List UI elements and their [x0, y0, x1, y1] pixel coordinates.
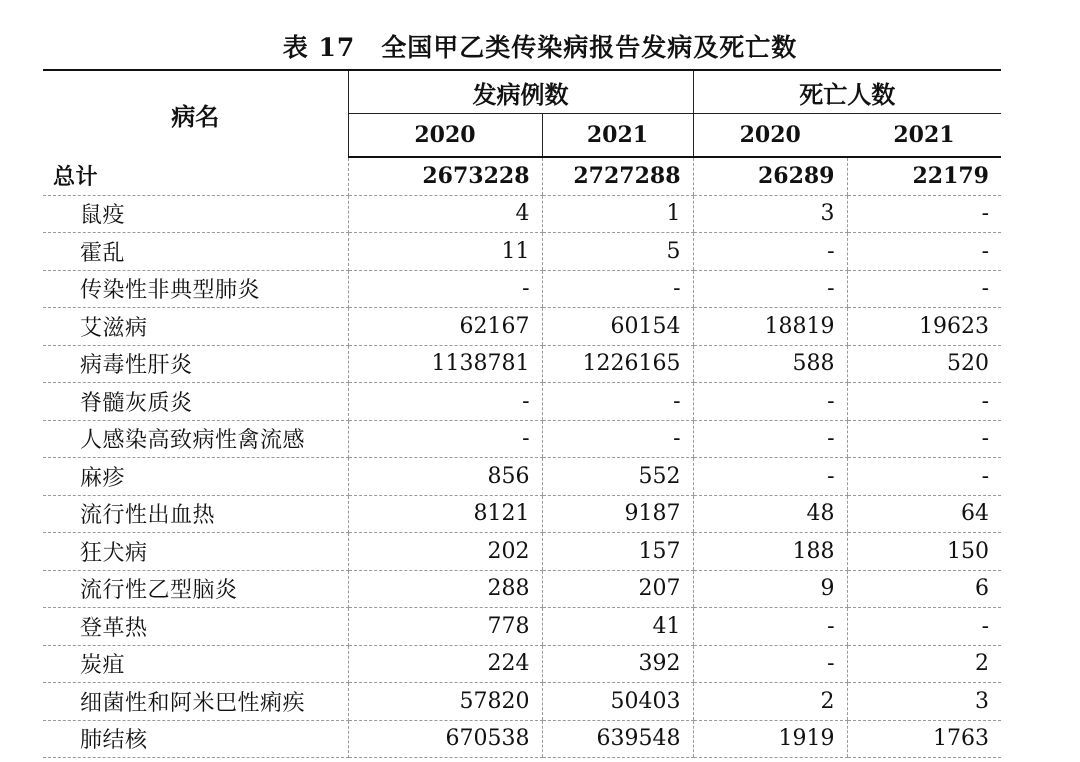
table-row — [43, 420, 1001, 458]
deaths-group-header: 死亡人数 — [693, 70, 1001, 114]
cell-cases-2020: - — [348, 383, 542, 421]
cell-deaths-2021: 22179 — [847, 157, 1001, 195]
cell-cases-2020: 224 — [348, 645, 542, 683]
cell-cases-2021: 60154 — [542, 308, 693, 346]
cell-deaths-2021: 3 — [847, 683, 1001, 721]
cases-year-2021-header: 2021 — [542, 114, 693, 158]
cell-cases-2021: 41 — [542, 608, 693, 646]
total-row — [43, 157, 1001, 195]
cell-cases-2020: 202 — [348, 533, 542, 571]
row-name: 细菌性和阿米巴性痢疾 — [43, 683, 348, 721]
table-row — [43, 720, 1001, 758]
row-name: 病毒性肝炎 — [43, 345, 348, 383]
cell-cases-2020: 856 — [348, 458, 542, 496]
cell-deaths-2020: 26289 — [693, 157, 847, 195]
cases-year-2020-header: 2020 — [348, 114, 542, 158]
cell-deaths-2020: 188 — [693, 533, 847, 571]
cell-deaths-2020: - — [693, 420, 847, 458]
row-name: 艾滋病 — [43, 308, 348, 346]
cell-cases-2021: - — [542, 270, 693, 308]
cell-cases-2021: 2727288 — [542, 157, 693, 195]
cell-cases-2021: 639548 — [542, 720, 693, 758]
cell-deaths-2021: 19623 — [847, 308, 1001, 346]
row-name: 肺结核 — [43, 720, 348, 758]
cell-cases-2021: 552 — [542, 458, 693, 496]
table-row — [43, 495, 1001, 533]
cell-deaths-2020: - — [693, 233, 847, 271]
row-name: 流行性出血热 — [43, 495, 348, 533]
cell-deaths-2020: - — [693, 383, 847, 421]
cell-cases-2020: 8121 — [348, 495, 542, 533]
row-name: 脊髓灰质炎 — [43, 383, 348, 421]
table-row — [43, 458, 1001, 496]
table-row — [43, 233, 1001, 271]
cell-deaths-2020: - — [693, 270, 847, 308]
cell-deaths-2021: 6 — [847, 570, 1001, 608]
cell-deaths-2020: - — [693, 608, 847, 646]
disease-name-header: 病名 — [43, 70, 348, 157]
cell-deaths-2020: - — [693, 645, 847, 683]
row-name: 霍乱 — [43, 233, 348, 271]
table-row — [43, 270, 1001, 308]
cell-deaths-2021: - — [847, 195, 1001, 233]
cell-cases-2021: 157 — [542, 533, 693, 571]
row-name: 炭疽 — [43, 645, 348, 683]
cell-deaths-2020: - — [693, 458, 847, 496]
cell-deaths-2020: 48 — [693, 495, 847, 533]
cell-deaths-2021: - — [847, 420, 1001, 458]
cell-deaths-2020: 18819 — [693, 308, 847, 346]
table-row — [43, 195, 1001, 233]
cases-group-header: 发病例数 — [348, 70, 693, 114]
row-name: 流行性乙型脑炎 — [43, 570, 348, 608]
cell-cases-2021: 1 — [542, 195, 693, 233]
cell-cases-2021: 9187 — [542, 495, 693, 533]
table-row — [43, 308, 1001, 346]
row-name: 麻疹 — [43, 458, 348, 496]
cell-cases-2020: 778 — [348, 608, 542, 646]
table-row — [43, 383, 1001, 421]
cell-cases-2020: 4 — [348, 195, 542, 233]
cell-cases-2021: - — [542, 383, 693, 421]
deaths-year-2021-header: 2021 — [847, 114, 1001, 158]
cell-cases-2020: 11 — [348, 233, 542, 271]
table-row — [43, 345, 1001, 383]
cell-cases-2021: 207 — [542, 570, 693, 608]
cell-deaths-2021: - — [847, 608, 1001, 646]
cell-cases-2021: 1226165 — [542, 345, 693, 383]
cell-cases-2020: 62167 — [348, 308, 542, 346]
row-name: 鼠疫 — [43, 195, 348, 233]
deaths-year-2020-header: 2020 — [693, 114, 847, 158]
cell-deaths-2021: 150 — [847, 533, 1001, 571]
cell-deaths-2020: 588 — [693, 345, 847, 383]
table-title: 表 17 全国甲乙类传染病报告发病及死亡数 — [282, 33, 798, 62]
cell-cases-2020: 1138781 — [348, 345, 542, 383]
cell-cases-2021: - — [542, 420, 693, 458]
table-row — [43, 570, 1001, 608]
cell-cases-2021: 5 — [542, 233, 693, 271]
table-row — [43, 608, 1001, 646]
table-row — [43, 683, 1001, 721]
table-row — [43, 533, 1001, 571]
disease-table — [43, 69, 1001, 758]
cell-deaths-2021: - — [847, 270, 1001, 308]
cell-deaths-2020: 2 — [693, 683, 847, 721]
cell-deaths-2021: - — [847, 233, 1001, 271]
cell-cases-2020: 57820 — [348, 683, 542, 721]
cell-cases-2020: - — [348, 420, 542, 458]
cell-cases-2020: 2673228 — [348, 157, 542, 195]
cell-cases-2021: 392 — [542, 645, 693, 683]
cell-cases-2020: - — [348, 270, 542, 308]
row-name: 人感染高致病性禽流感 — [43, 420, 348, 458]
row-name: 狂犬病 — [43, 533, 348, 571]
row-name: 传染性非典型肺炎 — [43, 270, 348, 308]
cell-cases-2020: 670538 — [348, 720, 542, 758]
cell-deaths-2021: 64 — [847, 495, 1001, 533]
cell-cases-2020: 288 — [348, 570, 542, 608]
cell-deaths-2020: 1919 — [693, 720, 847, 758]
cell-deaths-2021: - — [847, 458, 1001, 496]
cell-deaths-2021: 2 — [847, 645, 1001, 683]
cell-deaths-2021: 1763 — [847, 720, 1001, 758]
table-row — [43, 645, 1001, 683]
cell-cases-2021: 50403 — [542, 683, 693, 721]
cell-deaths-2021: 520 — [847, 345, 1001, 383]
cell-deaths-2020: 3 — [693, 195, 847, 233]
cell-deaths-2020: 9 — [693, 570, 847, 608]
cell-deaths-2021: - — [847, 383, 1001, 421]
row-name: 总计 — [43, 157, 348, 195]
row-name: 登革热 — [43, 608, 348, 646]
